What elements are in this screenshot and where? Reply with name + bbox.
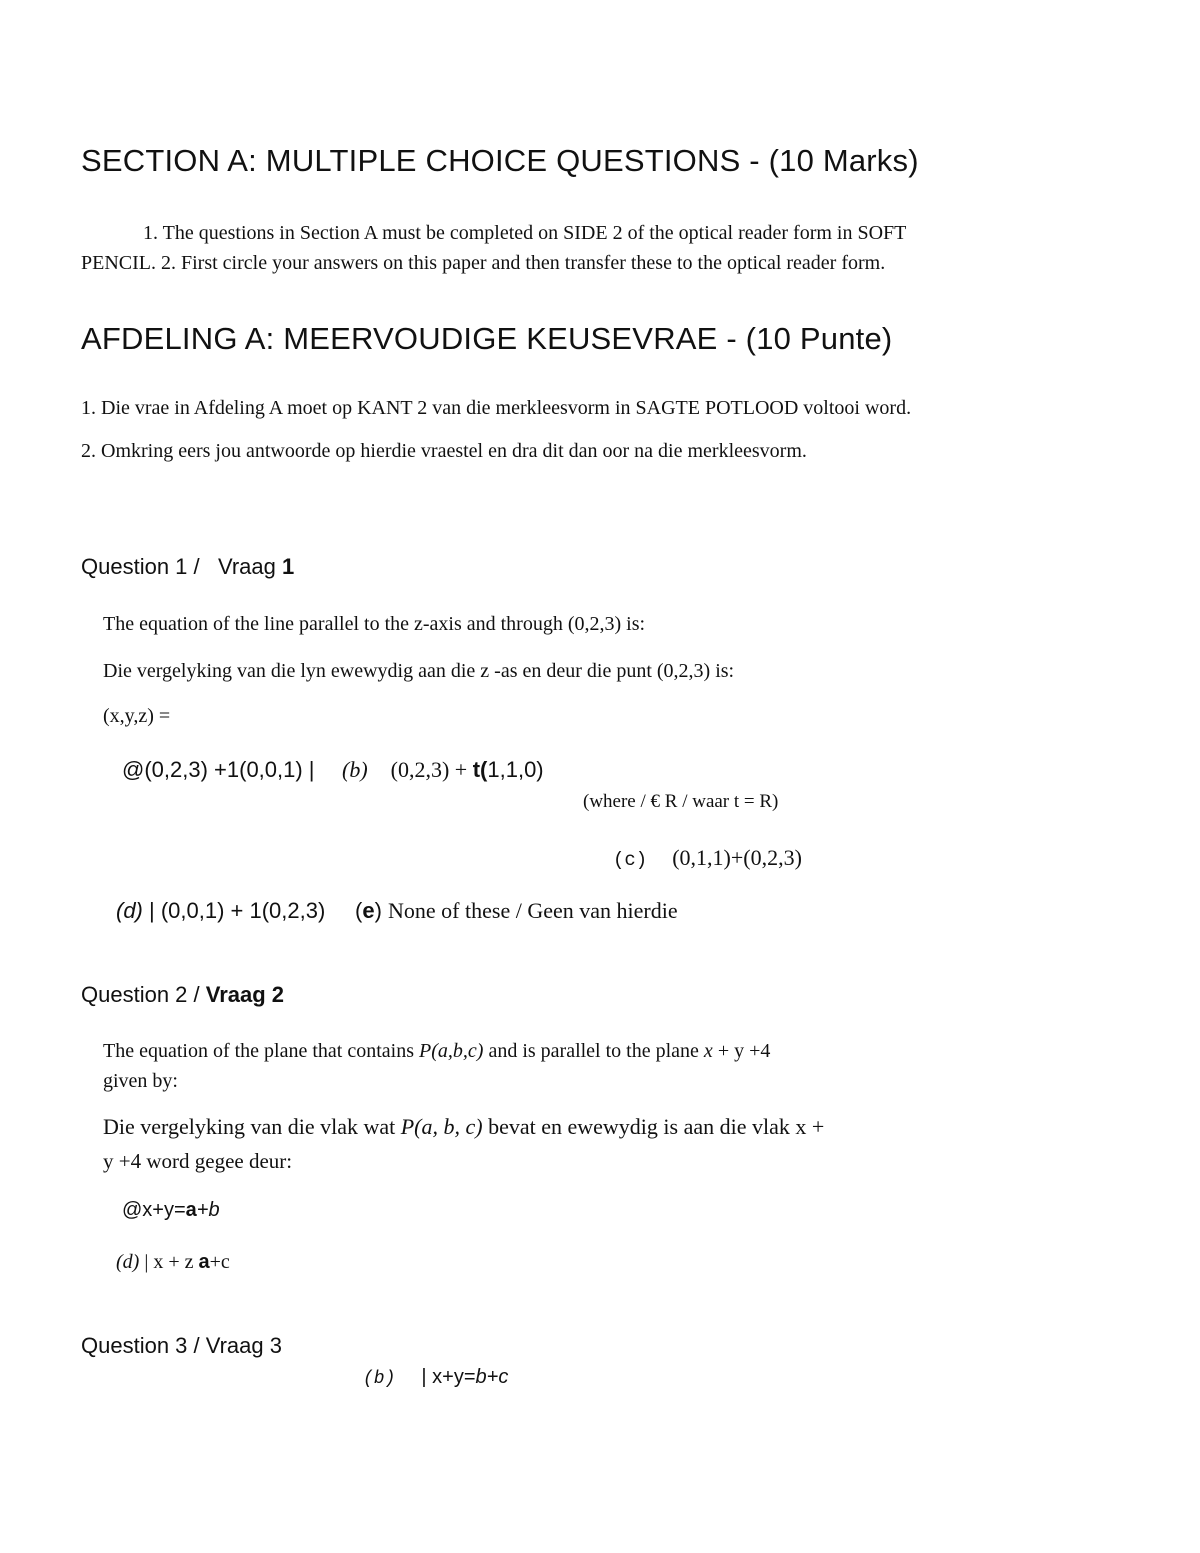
question-2-option-d-bold: a <box>198 1251 210 1273</box>
afdeling-a-title: AFDELING A: MEERVOUDIGE KEUSEVRAE - (10 Punte) <box>81 321 893 356</box>
question-2-af-point: P(a, b, c) <box>400 1114 483 1139</box>
question-2-option-d[interactable] <box>116 1251 230 1274</box>
question-1-heading-number: 1 <box>281 554 295 579</box>
question-2-en-x: x <box>703 1040 713 1062</box>
question-3-option-b-italic: b+c <box>475 1366 509 1388</box>
question-2-heading <box>81 982 284 1008</box>
question-2-option-a-bold: a <box>185 1199 197 1221</box>
question-1-option-a[interactable]: @(0,2,3) +1(0,0,1) | <box>122 757 315 782</box>
question-1-option-d[interactable] <box>116 898 325 924</box>
question-1-option-c-text: (0,1,1)+(0,2,3) <box>672 845 802 870</box>
question-1-option-e[interactable]: (e) None of these / Geen van hierdie <box>355 898 678 923</box>
question-2-heading-bold: Vraag 2 <box>205 982 285 1007</box>
question-2-option-d-suffix: +c <box>209 1251 230 1273</box>
question-2-af-part-2: bevat en ewewydig is aan die vlak x + <box>482 1114 825 1139</box>
question-1-lhs: (x,y,z) = <box>103 705 171 727</box>
question-2-en-part-1: The equation of the plane that contains <box>103 1040 420 1062</box>
section-a-instructions-line-1: 1. The questions in Section A must be completed on SIDE 2 of the optical reader form in SOFT <box>143 222 907 244</box>
question-2-option-a-prefix: @x+y= <box>122 1199 186 1221</box>
question-2-text-en-line-1 <box>103 1040 770 1063</box>
question-1-heading <box>81 554 294 580</box>
question-1-option-d-text: | (0,0,1) + 1(0,2,3) <box>149 898 326 923</box>
question-3-option-b[interactable] <box>363 1366 508 1389</box>
question-1-option-b-label: (b) <box>342 757 368 782</box>
question-2-option-a-suffix: +b <box>196 1199 220 1221</box>
question-1-option-b-t: t( <box>472 757 488 782</box>
question-2-heading-prefix: Question 2 / <box>81 982 206 1007</box>
question-1-heading-prefix: Question 1 / Vraag <box>81 554 282 579</box>
section-a-title: SECTION A: MULTIPLE CHOICE QUESTIONS - (10 Marks) <box>81 143 919 178</box>
question-1-where-note: (where / € R / waar t = R) <box>583 791 779 812</box>
question-2-en-part-2: and is parallel to the plane <box>483 1040 704 1062</box>
question-1-option-c-label: (c) <box>613 849 648 871</box>
question-1-text-af: Die vergelyking van die lyn ewewydig aan die z -as en deur die punt (0,2,3) is: <box>103 660 735 682</box>
question-3-heading: Question 3 / Vraag 3 <box>81 1333 282 1358</box>
question-1-option-b-rest: 1,1,0) <box>487 757 544 782</box>
question-1-option-d-label: (d) <box>116 898 143 923</box>
question-2-en-point: P(a,b,c) <box>419 1040 484 1062</box>
question-1-option-b[interactable] <box>342 757 544 783</box>
question-2-en-part-3: + y +4 <box>712 1040 771 1062</box>
section-a-instructions-line-2: PENCIL. 2. First circle your answers on this paper and then transfer these to the optical reader form. <box>81 252 886 274</box>
question-1-option-c[interactable] <box>613 845 802 871</box>
question-2-af-part-1: Die vergelyking van die vlak wat <box>103 1114 401 1139</box>
question-2-text-af-line-2: y +4 word gegee deur: <box>103 1149 293 1173</box>
afdeling-a-instruction-1: 1. Die vrae in Afdeling A moet op KANT 2 van die merkleesvorm in SAGTE POTLOOD voltooi word. <box>81 397 912 419</box>
question-3-option-b-text: | x+y= <box>421 1366 476 1388</box>
afdeling-a-instruction-2: 2. Omkring eers jou antwoorde op hierdie vraestel en dra dit dan oor na die merkleesvorm. <box>81 440 807 462</box>
question-2-text-en-line-2: given by: <box>103 1070 178 1092</box>
question-2-text-af-line-1 <box>103 1114 824 1140</box>
question-1-option-b-text: (0,2,3) + <box>390 757 468 782</box>
question-1-option-e-text: None of these / Geen van hierdie <box>388 898 678 923</box>
question-1-text-en: The equation of the line parallel to the z-axis and through (0,2,3) is: <box>103 613 646 635</box>
question-2-option-a[interactable] <box>122 1199 220 1222</box>
question-2-option-d-text: | x + z <box>144 1251 199 1273</box>
question-1-option-e-label: e <box>362 898 375 923</box>
question-3-option-b-label: (b) <box>363 1369 396 1389</box>
question-2-option-d-label: (d) <box>116 1251 140 1273</box>
